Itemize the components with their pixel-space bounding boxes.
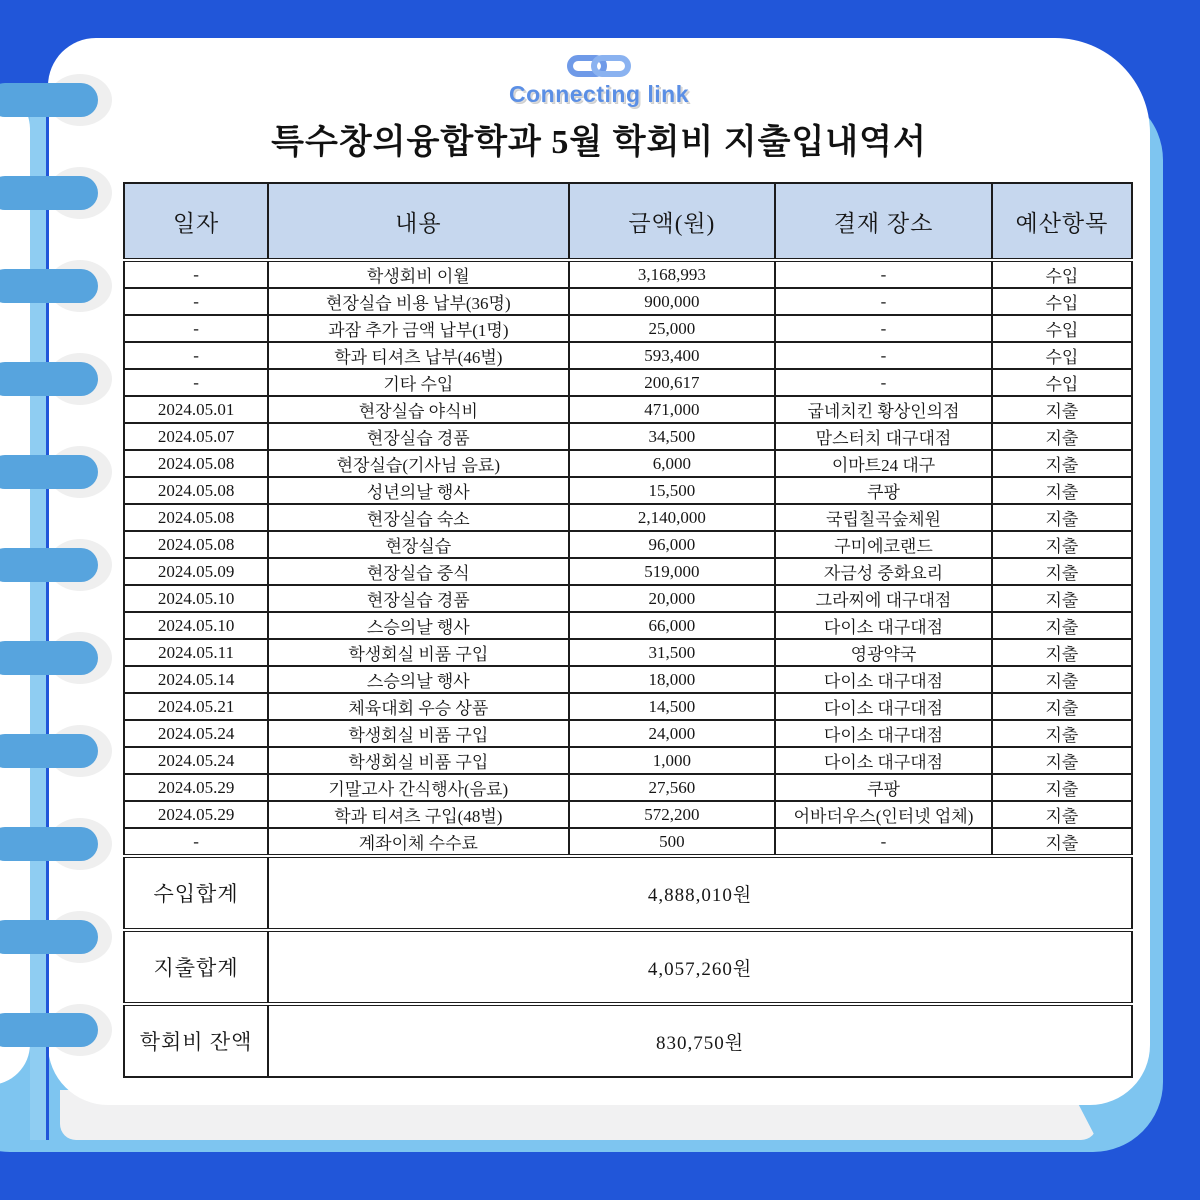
date-cell: 2024.05.14 [124,666,268,693]
description-cell: 현장실습 비용 납부(36명) [268,288,568,315]
description-cell: 현장실습 중식 [268,558,568,585]
date-cell: 2024.05.29 [124,774,268,801]
date-cell: 2024.05.07 [124,423,268,450]
category-cell: 수입 [992,260,1132,288]
place-cell: 그라찌에 대구대점 [775,585,992,612]
description-cell: 현장실습(기사님 음료) [268,450,568,477]
place-cell: 맘스터치 대구대점 [775,423,992,450]
category-cell: 지출 [992,828,1132,856]
table-row [124,639,1132,666]
summary-row [124,856,1132,930]
place-cell: 영광약국 [775,639,992,666]
amount-cell: 27,560 [569,774,776,801]
amount-cell: 96,000 [569,531,776,558]
description-cell: 기말고사 간식행사(음료) [268,774,568,801]
page-title: 특수창의융합학과 5월 학회비 지출입내역서 [271,124,927,161]
table-row [124,774,1132,801]
table-row [124,828,1132,856]
description-cell: 스승의날 행사 [268,612,568,639]
description-cell: 현장실습 숙소 [268,504,568,531]
summary-value: 4,057,260원 [268,930,1132,1004]
place-cell: - [775,260,992,288]
category-cell: 수입 [992,342,1132,369]
date-cell: 2024.05.08 [124,477,268,504]
category-cell: 지출 [992,531,1132,558]
date-cell: 2024.05.29 [124,801,268,828]
category-cell: 수입 [992,315,1132,342]
amount-cell: 3,168,993 [569,260,776,288]
table-row [124,747,1132,774]
date-cell: - [124,369,268,396]
category-cell: 지출 [992,585,1132,612]
amount-cell: 593,400 [569,342,776,369]
category-cell: 지출 [992,450,1132,477]
place-cell: 어바더우스(인터넷 업체) [775,801,992,828]
description-cell: 학생회실 비품 구입 [268,747,568,774]
table-row [124,288,1132,315]
place-cell: 구미에코랜드 [775,531,992,558]
amount-cell: 20,000 [569,585,776,612]
place-cell: 쿠팡 [775,477,992,504]
category-cell: 지출 [992,477,1132,504]
summary-row [124,1004,1132,1077]
description-cell: 계좌이체 수수료 [268,828,568,856]
chain-link-icon [48,52,1150,80]
description-cell: 현장실습 경품 [268,423,568,450]
date-cell: - [124,315,268,342]
table-row [124,315,1132,342]
table-row [124,423,1132,450]
column-header: 내용 [268,183,568,260]
category-cell: 지출 [992,747,1132,774]
description-cell: 학과 티셔츠 납부(46벌) [268,342,568,369]
amount-cell: 6,000 [569,450,776,477]
amount-cell: 2,140,000 [569,504,776,531]
table-row [124,504,1132,531]
table-row [124,260,1132,288]
description-cell: 성년의날 행사 [268,477,568,504]
table-row [124,585,1132,612]
amount-cell: 572,200 [569,801,776,828]
summary-label: 지출합계 [124,930,268,1004]
date-cell: - [124,828,268,856]
date-cell: 2024.05.10 [124,612,268,639]
column-header: 일자 [124,183,268,260]
table-row [124,693,1132,720]
category-cell: 지출 [992,504,1132,531]
description-cell: 학과 티셔츠 구입(48벌) [268,801,568,828]
table-row [124,477,1132,504]
amount-cell: 500 [569,828,776,856]
amount-cell: 900,000 [569,288,776,315]
amount-cell: 18,000 [569,666,776,693]
place-cell: 쿠팡 [775,774,992,801]
category-cell: 수입 [992,288,1132,315]
date-cell: 2024.05.08 [124,450,268,477]
category-cell: 지출 [992,720,1132,747]
category-cell: 지출 [992,639,1132,666]
description-cell: 현장실습 [268,531,568,558]
description-cell: 기타 수입 [268,369,568,396]
date-cell: 2024.05.11 [124,639,268,666]
date-cell: 2024.05.24 [124,747,268,774]
category-cell: 지출 [992,693,1132,720]
amount-cell: 471,000 [569,396,776,423]
column-header: 금액(원) [569,183,776,260]
table-header-row [124,183,1132,260]
table-row [124,801,1132,828]
date-cell: 2024.05.09 [124,558,268,585]
description-cell: 학생회실 비품 구입 [268,639,568,666]
description-cell: 학생회비 이월 [268,260,568,288]
table-row [124,342,1132,369]
summary-label: 학회비 잔액 [124,1004,268,1077]
amount-cell: 14,500 [569,693,776,720]
table-row [124,531,1132,558]
place-cell: - [775,315,992,342]
description-cell: 현장실습 야식비 [268,396,568,423]
date-cell: 2024.05.08 [124,504,268,531]
date-cell: 2024.05.01 [124,396,268,423]
place-cell: 다이소 대구대점 [775,612,992,639]
summary-label: 수입합계 [124,856,268,930]
amount-cell: 24,000 [569,720,776,747]
place-cell: 다이소 대구대점 [775,747,992,774]
summary-value: 830,750원 [268,1004,1132,1077]
place-cell: 자금성 중화요리 [775,558,992,585]
description-cell: 과잠 추가 금액 납부(1명) [268,315,568,342]
amount-cell: 31,500 [569,639,776,666]
category-cell: 지출 [992,423,1132,450]
category-cell: 지출 [992,666,1132,693]
amount-cell: 34,500 [569,423,776,450]
amount-cell: 66,000 [569,612,776,639]
column-header: 예산항목 [992,183,1132,260]
date-cell: - [124,288,268,315]
place-cell: 굽네치킨 황상인의점 [775,396,992,423]
category-cell: 지출 [992,396,1132,423]
description-cell: 현장실습 경품 [268,585,568,612]
date-cell: 2024.05.08 [124,531,268,558]
table-row [124,612,1132,639]
place-cell: - [775,369,992,396]
brand-name: Connecting link [509,81,689,107]
expense-table [123,182,1133,1078]
amount-cell: 519,000 [569,558,776,585]
table-row [124,558,1132,585]
table-row [124,396,1132,423]
place-cell: - [775,342,992,369]
place-cell: 이마트24 대구 [775,450,992,477]
description-cell: 스승의날 행사 [268,666,568,693]
category-cell: 수입 [992,369,1132,396]
place-cell: - [775,828,992,856]
logo [48,52,1150,108]
amount-cell: 200,617 [569,369,776,396]
column-header: 결재 장소 [775,183,992,260]
category-cell: 지출 [992,558,1132,585]
place-cell: - [775,288,992,315]
table-row [124,450,1132,477]
description-cell: 학생회실 비품 구입 [268,720,568,747]
place-cell: 다이소 대구대점 [775,693,992,720]
place-cell: 다이소 대구대점 [775,666,992,693]
date-cell: - [124,342,268,369]
category-cell: 지출 [992,774,1132,801]
amount-cell: 1,000 [569,747,776,774]
summary-value: 4,888,010원 [268,856,1132,930]
category-cell: 지출 [992,612,1132,639]
amount-cell: 15,500 [569,477,776,504]
date-cell: 2024.05.21 [124,693,268,720]
place-cell: 국립칠곡숲체원 [775,504,992,531]
amount-cell: 25,000 [569,315,776,342]
table-row [124,666,1132,693]
page-content [48,38,1150,1105]
summary-row [124,930,1132,1004]
table-row [124,369,1132,396]
date-cell: 2024.05.10 [124,585,268,612]
date-cell: - [124,260,268,288]
notebook-spine [30,84,49,1140]
description-cell: 체육대회 우승 상품 [268,693,568,720]
date-cell: 2024.05.24 [124,720,268,747]
category-cell: 지출 [992,801,1132,828]
place-cell: 다이소 대구대점 [775,720,992,747]
table-row [124,720,1132,747]
